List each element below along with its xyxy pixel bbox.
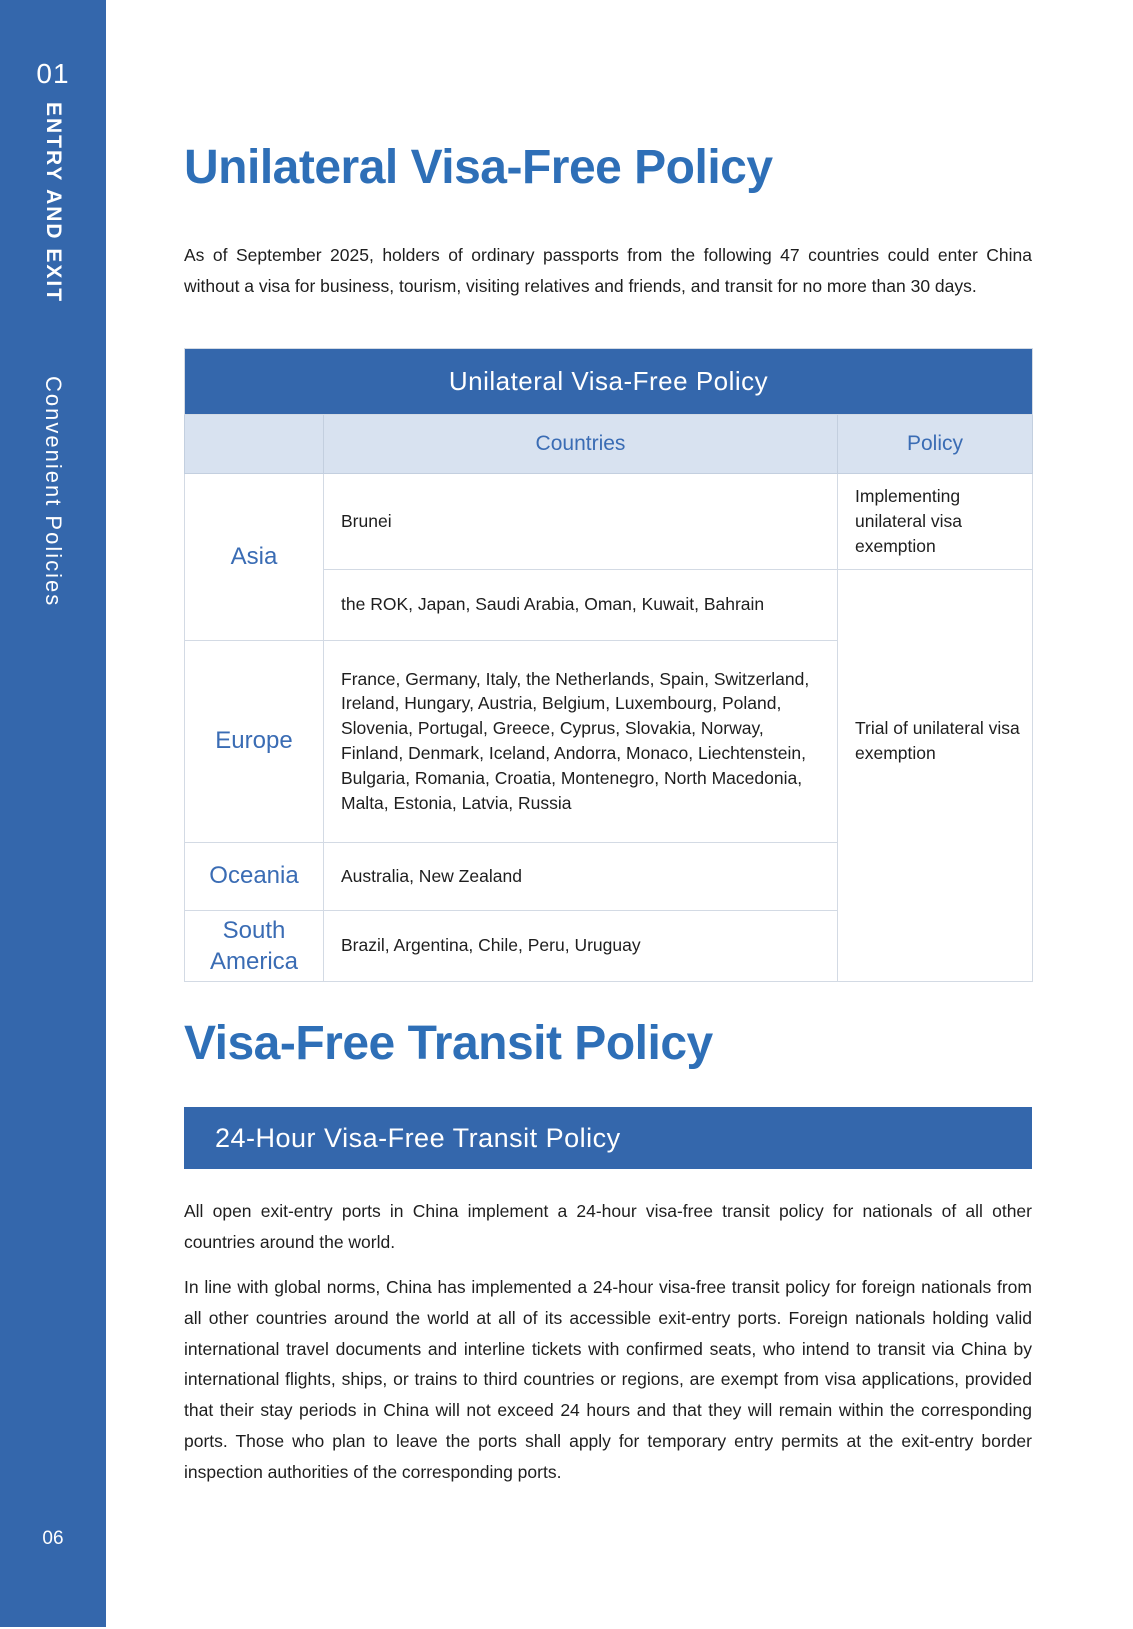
table-title-row <box>185 349 1033 415</box>
transit-policy-banner-label: 24-Hour Visa-Free Transit Policy <box>215 1123 621 1153</box>
sidebar <box>0 0 106 1627</box>
countries-cell-asia-2: the ROK, Japan, Saudi Arabia, Oman, Kuwait, Bahrain <box>324 569 838 640</box>
unilateral-visa-free-policy-table <box>184 348 1033 982</box>
chapter-title-vertical: ENTRY AND EXIT <box>42 102 65 304</box>
table-row <box>185 474 1033 570</box>
transit-paragraph-1: All open exit-entry ports in China implement a 24-hour visa-free transit policy for nationals of all other countries around the world. <box>184 1201 1032 1252</box>
policy-column-header: Policy <box>838 415 1033 474</box>
main-content <box>184 0 1032 1629</box>
countries-column-header: Countries <box>324 415 838 474</box>
transit-policy-banner <box>184 1107 1032 1169</box>
countries-cell-asia-1: Brunei <box>324 474 838 570</box>
table-title: Unilateral Visa-Free Policy <box>185 349 1033 415</box>
policy-cell-trial: Trial of unilateral visa exemption <box>838 569 1033 981</box>
page-number: 06 <box>42 1528 64 1549</box>
policy-cell-implementing: Implementing unilateral visa exemption <box>838 474 1033 570</box>
region-column-header <box>185 415 324 474</box>
region-cell-europe: Europe <box>185 640 324 842</box>
region-cell-asia: Asia <box>185 474 324 641</box>
countries-cell-europe: France, Germany, Italy, the Netherlands, Spain, Switzerland, Ireland, Hungary, Austria, Belgium, Luxembourg, Poland, Slovenia, Portugal, Greece, Cyprus, Slovakia, Norway, Finland, Denmark, Iceland, Andorra, Monaco, Liechtenstein, Bulgaria, Romania, Croatia, Montenegro, North Macedonia, Malta, Estonia, Latvia, Russia <box>324 640 838 842</box>
table-column-header-row <box>185 415 1033 474</box>
section-title-vertical: Convenient Policies <box>41 376 66 608</box>
transit-paragraph-2: In line with global norms, China has implemented a 24-hour visa-free transit policy for foreign nationals from all other countries around the world at all of its accessible exit-entry ports. Foreign nationals holding valid international travel documents and interline tickets with confirmed seats, who intend to transit via China by international flights, ships, or trains to third countries or regions, are exempt from visa applications, provided that their stay periods in China will not exceed 24 hours and that they will remain within the corresponding ports. Those who plan to leave the ports shall apply for temporary entry permits at the exit-entry border inspection authorities of the corresponding ports. <box>184 1277 1032 1482</box>
section1-title: Unilateral Visa-Free Policy <box>184 141 773 194</box>
countries-cell-south-america: Brazil, Argentina, Chile, Peru, Uruguay <box>324 910 838 981</box>
section2-title: Visa-Free Transit Policy <box>184 1017 713 1070</box>
chapter-number: 01 <box>36 58 70 89</box>
region-cell-oceania: Oceania <box>185 842 324 910</box>
countries-cell-oceania: Australia, New Zealand <box>324 842 838 910</box>
region-cell-south-america: South America <box>185 910 324 981</box>
section1-intro-paragraph: As of September 2025, holders of ordinary passports from the following 47 countries could enter China without a visa for business, tourism, visiting relatives and friends, and transit for no more than 30 days. <box>184 245 1032 296</box>
